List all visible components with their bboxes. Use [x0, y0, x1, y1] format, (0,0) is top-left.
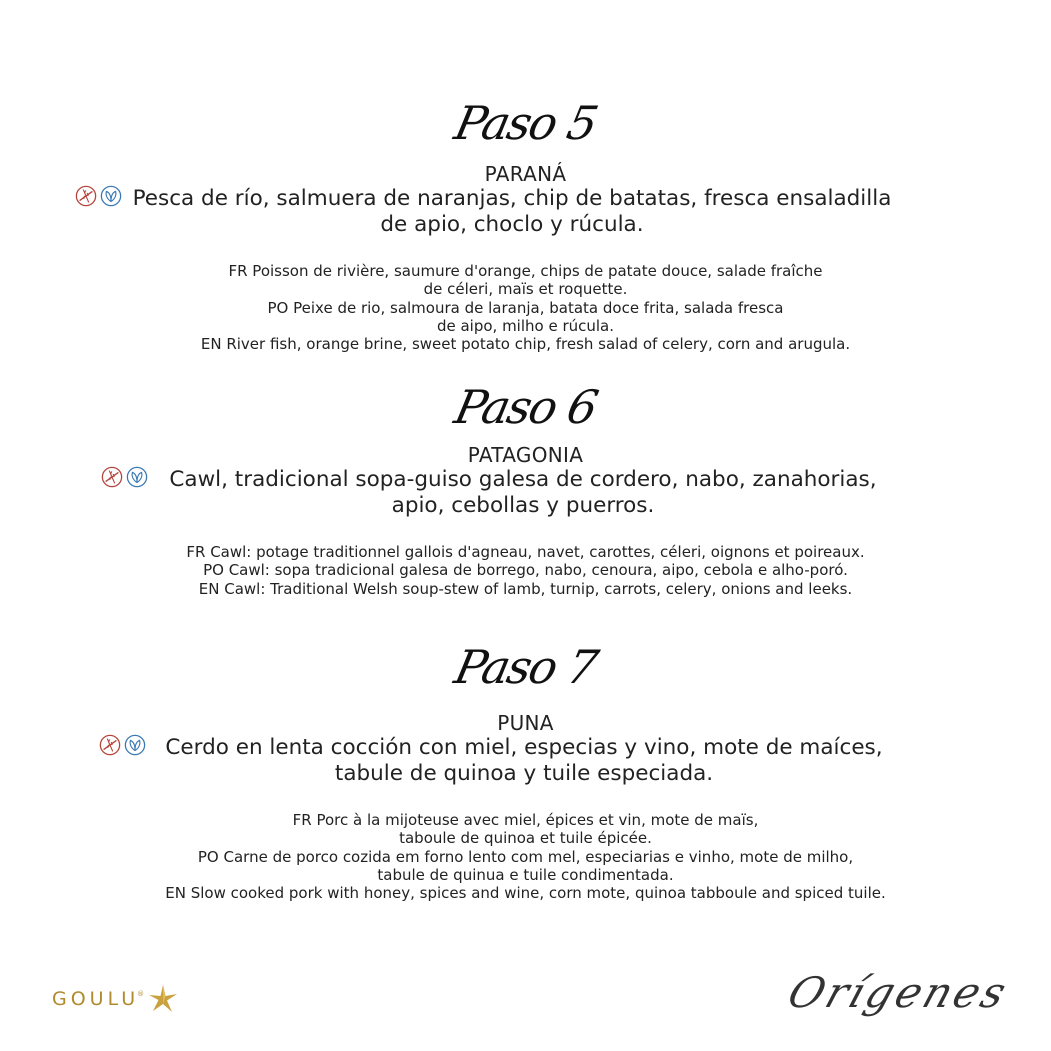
dish-line: Cerdo en lenta cocción con miel, especias y vino, mote de maíces,	[165, 735, 883, 760]
course-step-title: Paso 6	[450, 380, 601, 434]
course-paso-6	[0, 443, 1051, 598]
translation-line: PO Carne de porco cozida em forno lento com mel, especiarias e vinho, mote de milho,	[197, 847, 854, 866]
translation-line: FR Poisson de rivière, saumure d'orange, chips de patate douce, salade fraîche	[228, 262, 823, 280]
diet-icons	[99, 734, 146, 756]
dish-description	[169, 467, 876, 519]
dish-line: de apio, choclo y rúcula.	[380, 212, 644, 237]
course-step-title: Paso 7	[450, 640, 601, 694]
translation-line: de céleri, maïs et roquette.	[423, 280, 628, 299]
translation-line: EN River fish, orange brine, sweet potato chip, fresh salad of celery, corn and arugula.	[200, 335, 851, 354]
dish-line: Pesca de río, salmuera de naranjas, chip de batatas, fresca ensaladilla	[132, 186, 892, 211]
course-paso-7	[0, 711, 1051, 902]
origenes-signature: Orígenes	[782, 968, 1016, 1017]
translation-line: FR Porc à la mijoteuse avec miel, épices et vin, mote de maïs,	[292, 811, 759, 829]
translation-line: FR Cawl: potage traditionnel gallois d'agneau, navet, carottes, céleri, oignons et poireaux.	[186, 543, 865, 561]
star-icon	[148, 984, 178, 1014]
dish-description	[133, 186, 892, 238]
no-gluten-icon	[75, 185, 97, 207]
dish-line: apio, cebollas y puerros.	[391, 493, 655, 518]
translation-line: PO Cawl: sopa tradicional galesa de borrego, nabo, cenoura, aipo, cebola e alho-poró.	[203, 561, 848, 580]
region-title: PATAGONIA	[467, 443, 584, 467]
no-gluten-icon	[99, 734, 121, 756]
lactose-free-icon	[124, 734, 146, 756]
translations	[0, 543, 1051, 598]
translation-line: PO Peixe de rio, salmoura de laranja, batata doce frita, salada fresca	[267, 298, 784, 317]
diet-icons	[75, 185, 122, 207]
translations	[0, 811, 1051, 902]
dish-description	[165, 735, 882, 787]
logo-text: GOULU	[52, 988, 140, 1010]
translation-line: EN Cawl: Traditional Welsh soup-stew of lamb, turnip, carrots, celery, onions and leeks.	[198, 579, 853, 598]
lactose-free-icon	[100, 185, 122, 207]
registered-mark: ®	[137, 990, 145, 998]
region-title: PUNA	[497, 711, 554, 735]
translation-line: taboule de quinoa et tuile épicée.	[399, 829, 652, 848]
no-gluten-icon	[101, 466, 123, 488]
course-step-title: Paso 5	[450, 96, 601, 150]
region-title: PARANÁ	[484, 162, 567, 186]
translation-line: de aipo, milho e rúcula.	[436, 316, 615, 335]
diet-icons	[101, 466, 148, 488]
goulu-logo	[52, 984, 178, 1014]
translations	[0, 262, 1051, 353]
translation-line: tabule de quinua e tuile condimentada.	[377, 865, 674, 884]
course-paso-5	[0, 162, 1051, 353]
translation-line: EN Slow cooked pork with honey, spices and wine, corn mote, quinoa tabboule and spiced tuile.	[165, 884, 886, 903]
lactose-free-icon	[126, 466, 148, 488]
dish-line: tabule de quinoa y tuile especiada.	[334, 761, 714, 786]
dish-line: Cawl, tradicional sopa-guiso galesa de cordero, nabo, zanahorias,	[169, 467, 877, 492]
